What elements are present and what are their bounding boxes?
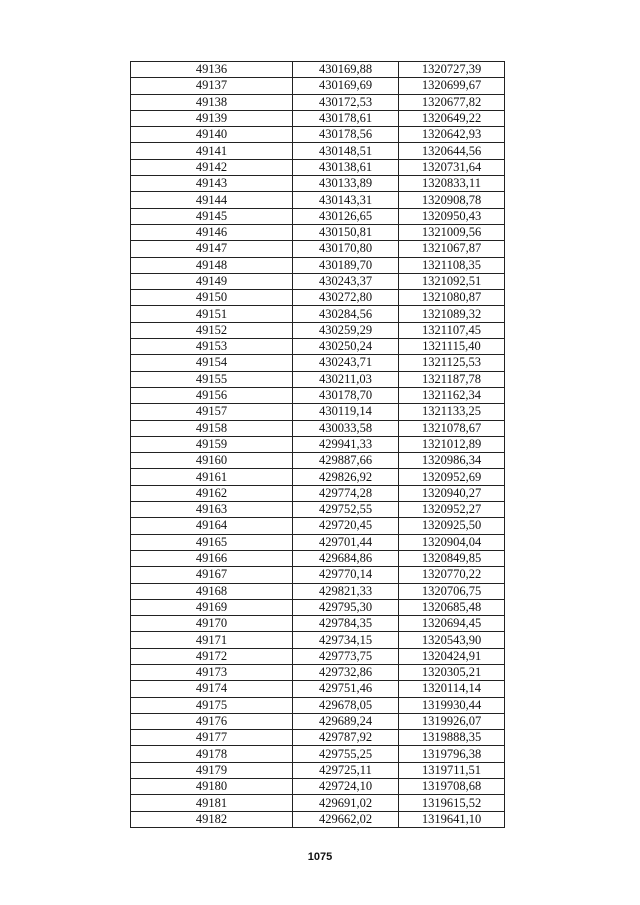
table-row xyxy=(131,811,505,827)
x-coordinate-cell: 429684,86 xyxy=(293,550,399,566)
x-coordinate-cell: 430284,56 xyxy=(293,306,399,322)
y-coordinate-cell: 1320908,78 xyxy=(399,192,505,208)
table-row xyxy=(131,681,505,697)
x-coordinate-cell: 429752,55 xyxy=(293,502,399,518)
table-row xyxy=(131,127,505,143)
point-id-cell: 49159 xyxy=(131,436,293,452)
x-coordinate-cell: 430169,88 xyxy=(293,62,399,78)
point-id-cell: 49178 xyxy=(131,746,293,762)
point-id-cell: 49139 xyxy=(131,110,293,126)
table-row xyxy=(131,567,505,583)
y-coordinate-cell: 1321125,53 xyxy=(399,355,505,371)
y-coordinate-cell: 1319708,68 xyxy=(399,779,505,795)
point-id-cell: 49157 xyxy=(131,404,293,420)
y-coordinate-cell: 1320925,50 xyxy=(399,518,505,534)
table-row xyxy=(131,208,505,224)
x-coordinate-cell: 430211,03 xyxy=(293,371,399,387)
point-id-cell: 49150 xyxy=(131,290,293,306)
y-coordinate-cell: 1321108,35 xyxy=(399,257,505,273)
x-coordinate-cell: 430150,81 xyxy=(293,224,399,240)
y-coordinate-cell: 1320685,48 xyxy=(399,599,505,615)
table-row xyxy=(131,795,505,811)
x-coordinate-cell: 430138,61 xyxy=(293,159,399,175)
point-id-cell: 49182 xyxy=(131,811,293,827)
table-row xyxy=(131,339,505,355)
point-id-cell: 49146 xyxy=(131,224,293,240)
y-coordinate-cell: 1320706,75 xyxy=(399,583,505,599)
x-coordinate-cell: 430033,58 xyxy=(293,420,399,436)
point-id-cell: 49144 xyxy=(131,192,293,208)
x-coordinate-cell: 430133,89 xyxy=(293,176,399,192)
x-coordinate-cell: 429826,92 xyxy=(293,469,399,485)
x-coordinate-cell: 430170,80 xyxy=(293,241,399,257)
table-row xyxy=(131,485,505,501)
point-id-cell: 49181 xyxy=(131,795,293,811)
point-id-cell: 49175 xyxy=(131,697,293,713)
x-coordinate-cell: 429751,46 xyxy=(293,681,399,697)
y-coordinate-cell: 1320543,90 xyxy=(399,632,505,648)
x-coordinate-cell: 429941,33 xyxy=(293,436,399,452)
x-coordinate-cell: 429773,75 xyxy=(293,648,399,664)
x-coordinate-cell: 429720,45 xyxy=(293,518,399,534)
y-coordinate-cell: 1320114,14 xyxy=(399,681,505,697)
y-coordinate-cell: 1319930,44 xyxy=(399,697,505,713)
x-coordinate-cell: 430126,65 xyxy=(293,208,399,224)
point-id-cell: 49169 xyxy=(131,599,293,615)
point-id-cell: 49149 xyxy=(131,273,293,289)
x-coordinate-cell: 429784,35 xyxy=(293,616,399,632)
y-coordinate-cell: 1320940,27 xyxy=(399,485,505,501)
table-row xyxy=(131,192,505,208)
point-id-cell: 49162 xyxy=(131,485,293,501)
table-row xyxy=(131,94,505,110)
x-coordinate-cell: 429662,02 xyxy=(293,811,399,827)
point-id-cell: 49145 xyxy=(131,208,293,224)
y-coordinate-cell: 1319711,51 xyxy=(399,762,505,778)
table-row xyxy=(131,420,505,436)
point-id-cell: 49138 xyxy=(131,94,293,110)
point-id-cell: 49168 xyxy=(131,583,293,599)
y-coordinate-cell: 1321162,34 xyxy=(399,387,505,403)
table-row xyxy=(131,616,505,632)
table-row xyxy=(131,453,505,469)
y-coordinate-cell: 1320952,69 xyxy=(399,469,505,485)
point-id-cell: 49158 xyxy=(131,420,293,436)
y-coordinate-cell: 1320727,39 xyxy=(399,62,505,78)
y-coordinate-cell: 1320642,93 xyxy=(399,127,505,143)
table-row xyxy=(131,518,505,534)
y-coordinate-cell: 1320694,45 xyxy=(399,616,505,632)
y-coordinate-cell: 1321115,40 xyxy=(399,339,505,355)
table-row xyxy=(131,273,505,289)
y-coordinate-cell: 1319926,07 xyxy=(399,713,505,729)
x-coordinate-cell: 430143,31 xyxy=(293,192,399,208)
y-coordinate-cell: 1319641,10 xyxy=(399,811,505,827)
point-id-cell: 49142 xyxy=(131,159,293,175)
x-coordinate-cell: 429725,11 xyxy=(293,762,399,778)
y-coordinate-cell: 1320950,43 xyxy=(399,208,505,224)
x-coordinate-cell: 429774,28 xyxy=(293,485,399,501)
table-row xyxy=(131,697,505,713)
x-coordinate-cell: 430250,24 xyxy=(293,339,399,355)
table-row xyxy=(131,176,505,192)
point-id-cell: 49170 xyxy=(131,616,293,632)
point-id-cell: 49176 xyxy=(131,713,293,729)
x-coordinate-cell: 430169,69 xyxy=(293,78,399,94)
table-row xyxy=(131,387,505,403)
x-coordinate-cell: 430178,61 xyxy=(293,110,399,126)
x-coordinate-cell: 430178,56 xyxy=(293,127,399,143)
point-id-cell: 49167 xyxy=(131,567,293,583)
y-coordinate-cell: 1320731,64 xyxy=(399,159,505,175)
y-coordinate-cell: 1320770,22 xyxy=(399,567,505,583)
table-row xyxy=(131,110,505,126)
point-id-cell: 49172 xyxy=(131,648,293,664)
x-coordinate-cell: 429724,10 xyxy=(293,779,399,795)
y-coordinate-cell: 1319615,52 xyxy=(399,795,505,811)
x-coordinate-cell: 430172,53 xyxy=(293,94,399,110)
table-row xyxy=(131,290,505,306)
point-id-cell: 49152 xyxy=(131,322,293,338)
y-coordinate-cell: 1320644,56 xyxy=(399,143,505,159)
table-row xyxy=(131,599,505,615)
y-coordinate-cell: 1321012,89 xyxy=(399,436,505,452)
point-id-cell: 49148 xyxy=(131,257,293,273)
y-coordinate-cell: 1319888,35 xyxy=(399,730,505,746)
y-coordinate-cell: 1320952,27 xyxy=(399,502,505,518)
y-coordinate-cell: 1321133,25 xyxy=(399,404,505,420)
y-coordinate-cell: 1321089,32 xyxy=(399,306,505,322)
point-id-cell: 49166 xyxy=(131,550,293,566)
x-coordinate-cell: 429821,33 xyxy=(293,583,399,599)
table-row xyxy=(131,469,505,485)
point-id-cell: 49140 xyxy=(131,127,293,143)
x-coordinate-cell: 429770,14 xyxy=(293,567,399,583)
point-id-cell: 49147 xyxy=(131,241,293,257)
table-row xyxy=(131,550,505,566)
x-coordinate-cell: 429691,02 xyxy=(293,795,399,811)
y-coordinate-cell: 1320904,04 xyxy=(399,534,505,550)
x-coordinate-cell: 429701,44 xyxy=(293,534,399,550)
coordinates-table xyxy=(130,61,505,828)
table-row xyxy=(131,713,505,729)
x-coordinate-cell: 430189,70 xyxy=(293,257,399,273)
point-id-cell: 49180 xyxy=(131,779,293,795)
point-id-cell: 49160 xyxy=(131,453,293,469)
table-row xyxy=(131,583,505,599)
y-coordinate-cell: 1319796,38 xyxy=(399,746,505,762)
y-coordinate-cell: 1320649,22 xyxy=(399,110,505,126)
table-row xyxy=(131,241,505,257)
x-coordinate-cell: 429755,25 xyxy=(293,746,399,762)
point-id-cell: 49161 xyxy=(131,469,293,485)
table-row xyxy=(131,355,505,371)
point-id-cell: 49173 xyxy=(131,664,293,680)
y-coordinate-cell: 1320699,67 xyxy=(399,78,505,94)
table-row xyxy=(131,762,505,778)
table-row xyxy=(131,502,505,518)
x-coordinate-cell: 430243,37 xyxy=(293,273,399,289)
y-coordinate-cell: 1320833,11 xyxy=(399,176,505,192)
point-id-cell: 49154 xyxy=(131,355,293,371)
table-row xyxy=(131,436,505,452)
y-coordinate-cell: 1321078,67 xyxy=(399,420,505,436)
point-id-cell: 49153 xyxy=(131,339,293,355)
point-id-cell: 49165 xyxy=(131,534,293,550)
table-row xyxy=(131,257,505,273)
y-coordinate-cell: 1320424,91 xyxy=(399,648,505,664)
x-coordinate-cell: 429734,15 xyxy=(293,632,399,648)
x-coordinate-cell: 430148,51 xyxy=(293,143,399,159)
y-coordinate-cell: 1321107,45 xyxy=(399,322,505,338)
x-coordinate-cell: 430243,71 xyxy=(293,355,399,371)
y-coordinate-cell: 1320305,21 xyxy=(399,664,505,680)
point-id-cell: 49171 xyxy=(131,632,293,648)
table-row xyxy=(131,159,505,175)
table-row xyxy=(131,62,505,78)
point-id-cell: 49179 xyxy=(131,762,293,778)
table-row xyxy=(131,632,505,648)
x-coordinate-cell: 430178,70 xyxy=(293,387,399,403)
x-coordinate-cell: 429732,86 xyxy=(293,664,399,680)
point-id-cell: 49137 xyxy=(131,78,293,94)
table-row xyxy=(131,648,505,664)
table-row xyxy=(131,78,505,94)
point-id-cell: 49156 xyxy=(131,387,293,403)
table-row xyxy=(131,534,505,550)
point-id-cell: 49155 xyxy=(131,371,293,387)
table-row xyxy=(131,224,505,240)
point-id-cell: 49143 xyxy=(131,176,293,192)
y-coordinate-cell: 1321009,56 xyxy=(399,224,505,240)
point-id-cell: 49163 xyxy=(131,502,293,518)
point-id-cell: 49164 xyxy=(131,518,293,534)
point-id-cell: 49141 xyxy=(131,143,293,159)
table-row xyxy=(131,746,505,762)
table-row xyxy=(131,404,505,420)
point-id-cell: 49151 xyxy=(131,306,293,322)
point-id-cell: 49174 xyxy=(131,681,293,697)
y-coordinate-cell: 1321092,51 xyxy=(399,273,505,289)
y-coordinate-cell: 1320986,34 xyxy=(399,453,505,469)
table-row xyxy=(131,779,505,795)
x-coordinate-cell: 430119,14 xyxy=(293,404,399,420)
table-row xyxy=(131,322,505,338)
page-number: 1075 xyxy=(307,851,333,863)
y-coordinate-cell: 1321067,87 xyxy=(399,241,505,257)
point-id-cell: 49136 xyxy=(131,62,293,78)
x-coordinate-cell: 429887,66 xyxy=(293,453,399,469)
x-coordinate-cell: 429795,30 xyxy=(293,599,399,615)
x-coordinate-cell: 430272,80 xyxy=(293,290,399,306)
coordinates-table-body xyxy=(131,62,505,828)
point-id-cell: 49177 xyxy=(131,730,293,746)
table-row xyxy=(131,306,505,322)
x-coordinate-cell: 430259,29 xyxy=(293,322,399,338)
x-coordinate-cell: 429689,24 xyxy=(293,713,399,729)
table-row xyxy=(131,664,505,680)
x-coordinate-cell: 429678,05 xyxy=(293,697,399,713)
y-coordinate-cell: 1320849,85 xyxy=(399,550,505,566)
y-coordinate-cell: 1320677,82 xyxy=(399,94,505,110)
table-row xyxy=(131,371,505,387)
y-coordinate-cell: 1321187,78 xyxy=(399,371,505,387)
table-row xyxy=(131,730,505,746)
table-row xyxy=(131,143,505,159)
x-coordinate-cell: 429787,92 xyxy=(293,730,399,746)
y-coordinate-cell: 1321080,87 xyxy=(399,290,505,306)
